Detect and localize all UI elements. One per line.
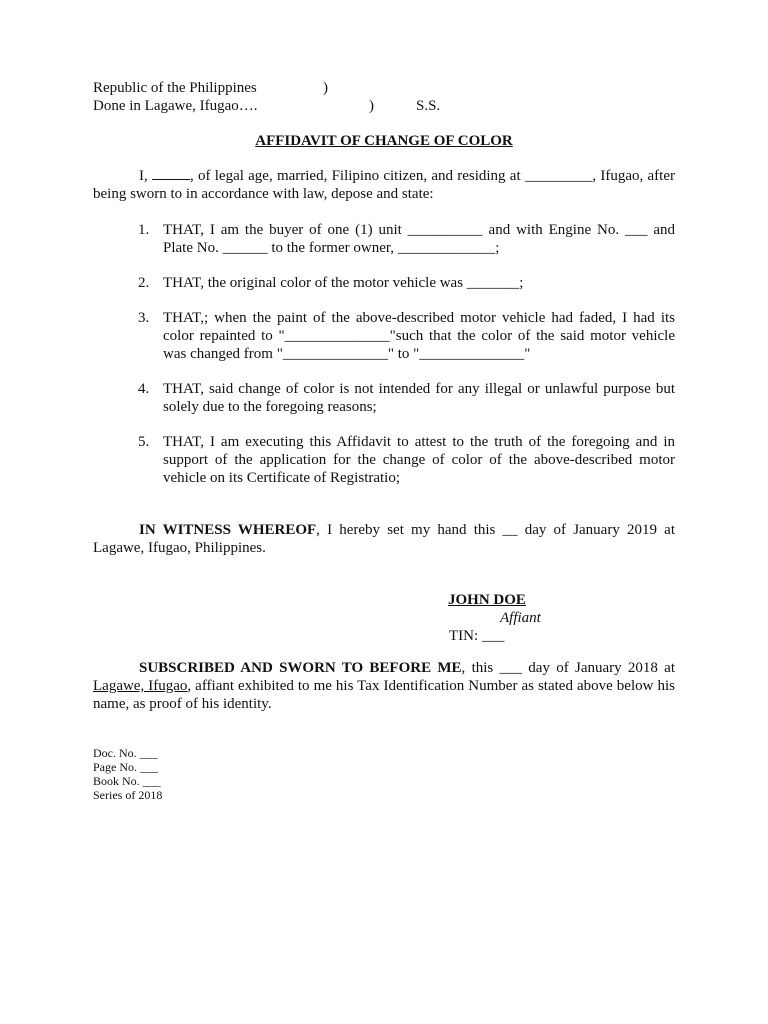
jurat-place: Lagawe, Ifugao — [93, 678, 188, 694]
document-caption — [93, 79, 533, 115]
affiant-tin: TIN: ___ — [449, 628, 505, 644]
item-text: THAT, said change of color is not intended for any illegal or unlawful purpose but solely due to the foregoing reasons; — [163, 381, 675, 415]
caption-ss: S.S. — [416, 98, 441, 114]
document-title: AFFIDAVIT OF CHANGE OF COLOR — [255, 133, 513, 149]
jurat-text-2: , affiant exhibited to me his Tax Identification Number as stated above below his name, as proof of his identity. — [93, 678, 675, 712]
item-text: THAT, the original color of the motor vehicle was _______; — [163, 275, 524, 291]
book-number: Book No. ___ — [93, 774, 161, 788]
list-item — [93, 380, 675, 416]
item-text: THAT, I am executing this Affidavit to attest to the truth of the foregoing and in support of the application for the change of color of the above-described motor vehicle on its Certificate of Registratio; — [163, 434, 675, 486]
jurat-lead: SUBSCRIBED AND SWORN TO BEFORE ME — [139, 660, 462, 676]
series-year: Series of 2018 — [93, 788, 163, 802]
witness-paragraph — [93, 521, 675, 557]
witness-text: , I hereby set my hand this __ day of January 2019 at Lagawe, Ifugao, Philippines. — [93, 522, 675, 556]
caption-paren-2: ) — [369, 98, 374, 114]
affiant-role: Affiant — [500, 610, 541, 626]
item-number: 4. — [138, 381, 150, 397]
item-number: 3. — [138, 310, 150, 326]
caption-republic: Republic of the Philippines — [93, 80, 257, 96]
caption-paren-1: ) — [323, 80, 328, 96]
doc-number: Doc. No. ___ — [93, 746, 158, 760]
intro-text: , of legal age, married, Filipino citizen, and residing at _________, Ifugao, after being sworn to in accordance with law, depose and state: — [93, 168, 675, 202]
list-item — [93, 274, 675, 292]
caption-venue: Done in Lagawe, Ifugao…. — [93, 98, 258, 114]
list-item — [93, 221, 675, 257]
intro-lead: I, — [139, 168, 148, 184]
item-number: 2. — [138, 275, 150, 291]
name-blank — [152, 167, 190, 180]
affiant-name: JOHN DOE — [448, 592, 526, 608]
jurat-text-1: , this ___ day of January 2018 at — [461, 660, 675, 676]
list-item — [93, 309, 675, 363]
item-number: 1. — [138, 222, 150, 238]
page-number: Page No. ___ — [93, 760, 158, 774]
item-text: THAT, I am the buyer of one (1) unit __________ and with Engine No. ___ and Plate No. ______ to the former owner, _____________; — [163, 222, 675, 256]
jurat-paragraph — [93, 659, 675, 713]
notarial-registry — [93, 746, 162, 802]
item-number: 5. — [138, 434, 150, 450]
witness-lead: IN WITNESS WHEREOF — [139, 522, 317, 538]
statement-list — [93, 221, 675, 487]
item-text: THAT,; when the paint of the above-described motor vehicle had faded, I had its color repainted to "______________"such that the color of the said motor vehicle was changed from "______________" to "______________" — [163, 310, 675, 362]
intro-paragraph — [93, 167, 675, 203]
list-item — [93, 433, 675, 487]
